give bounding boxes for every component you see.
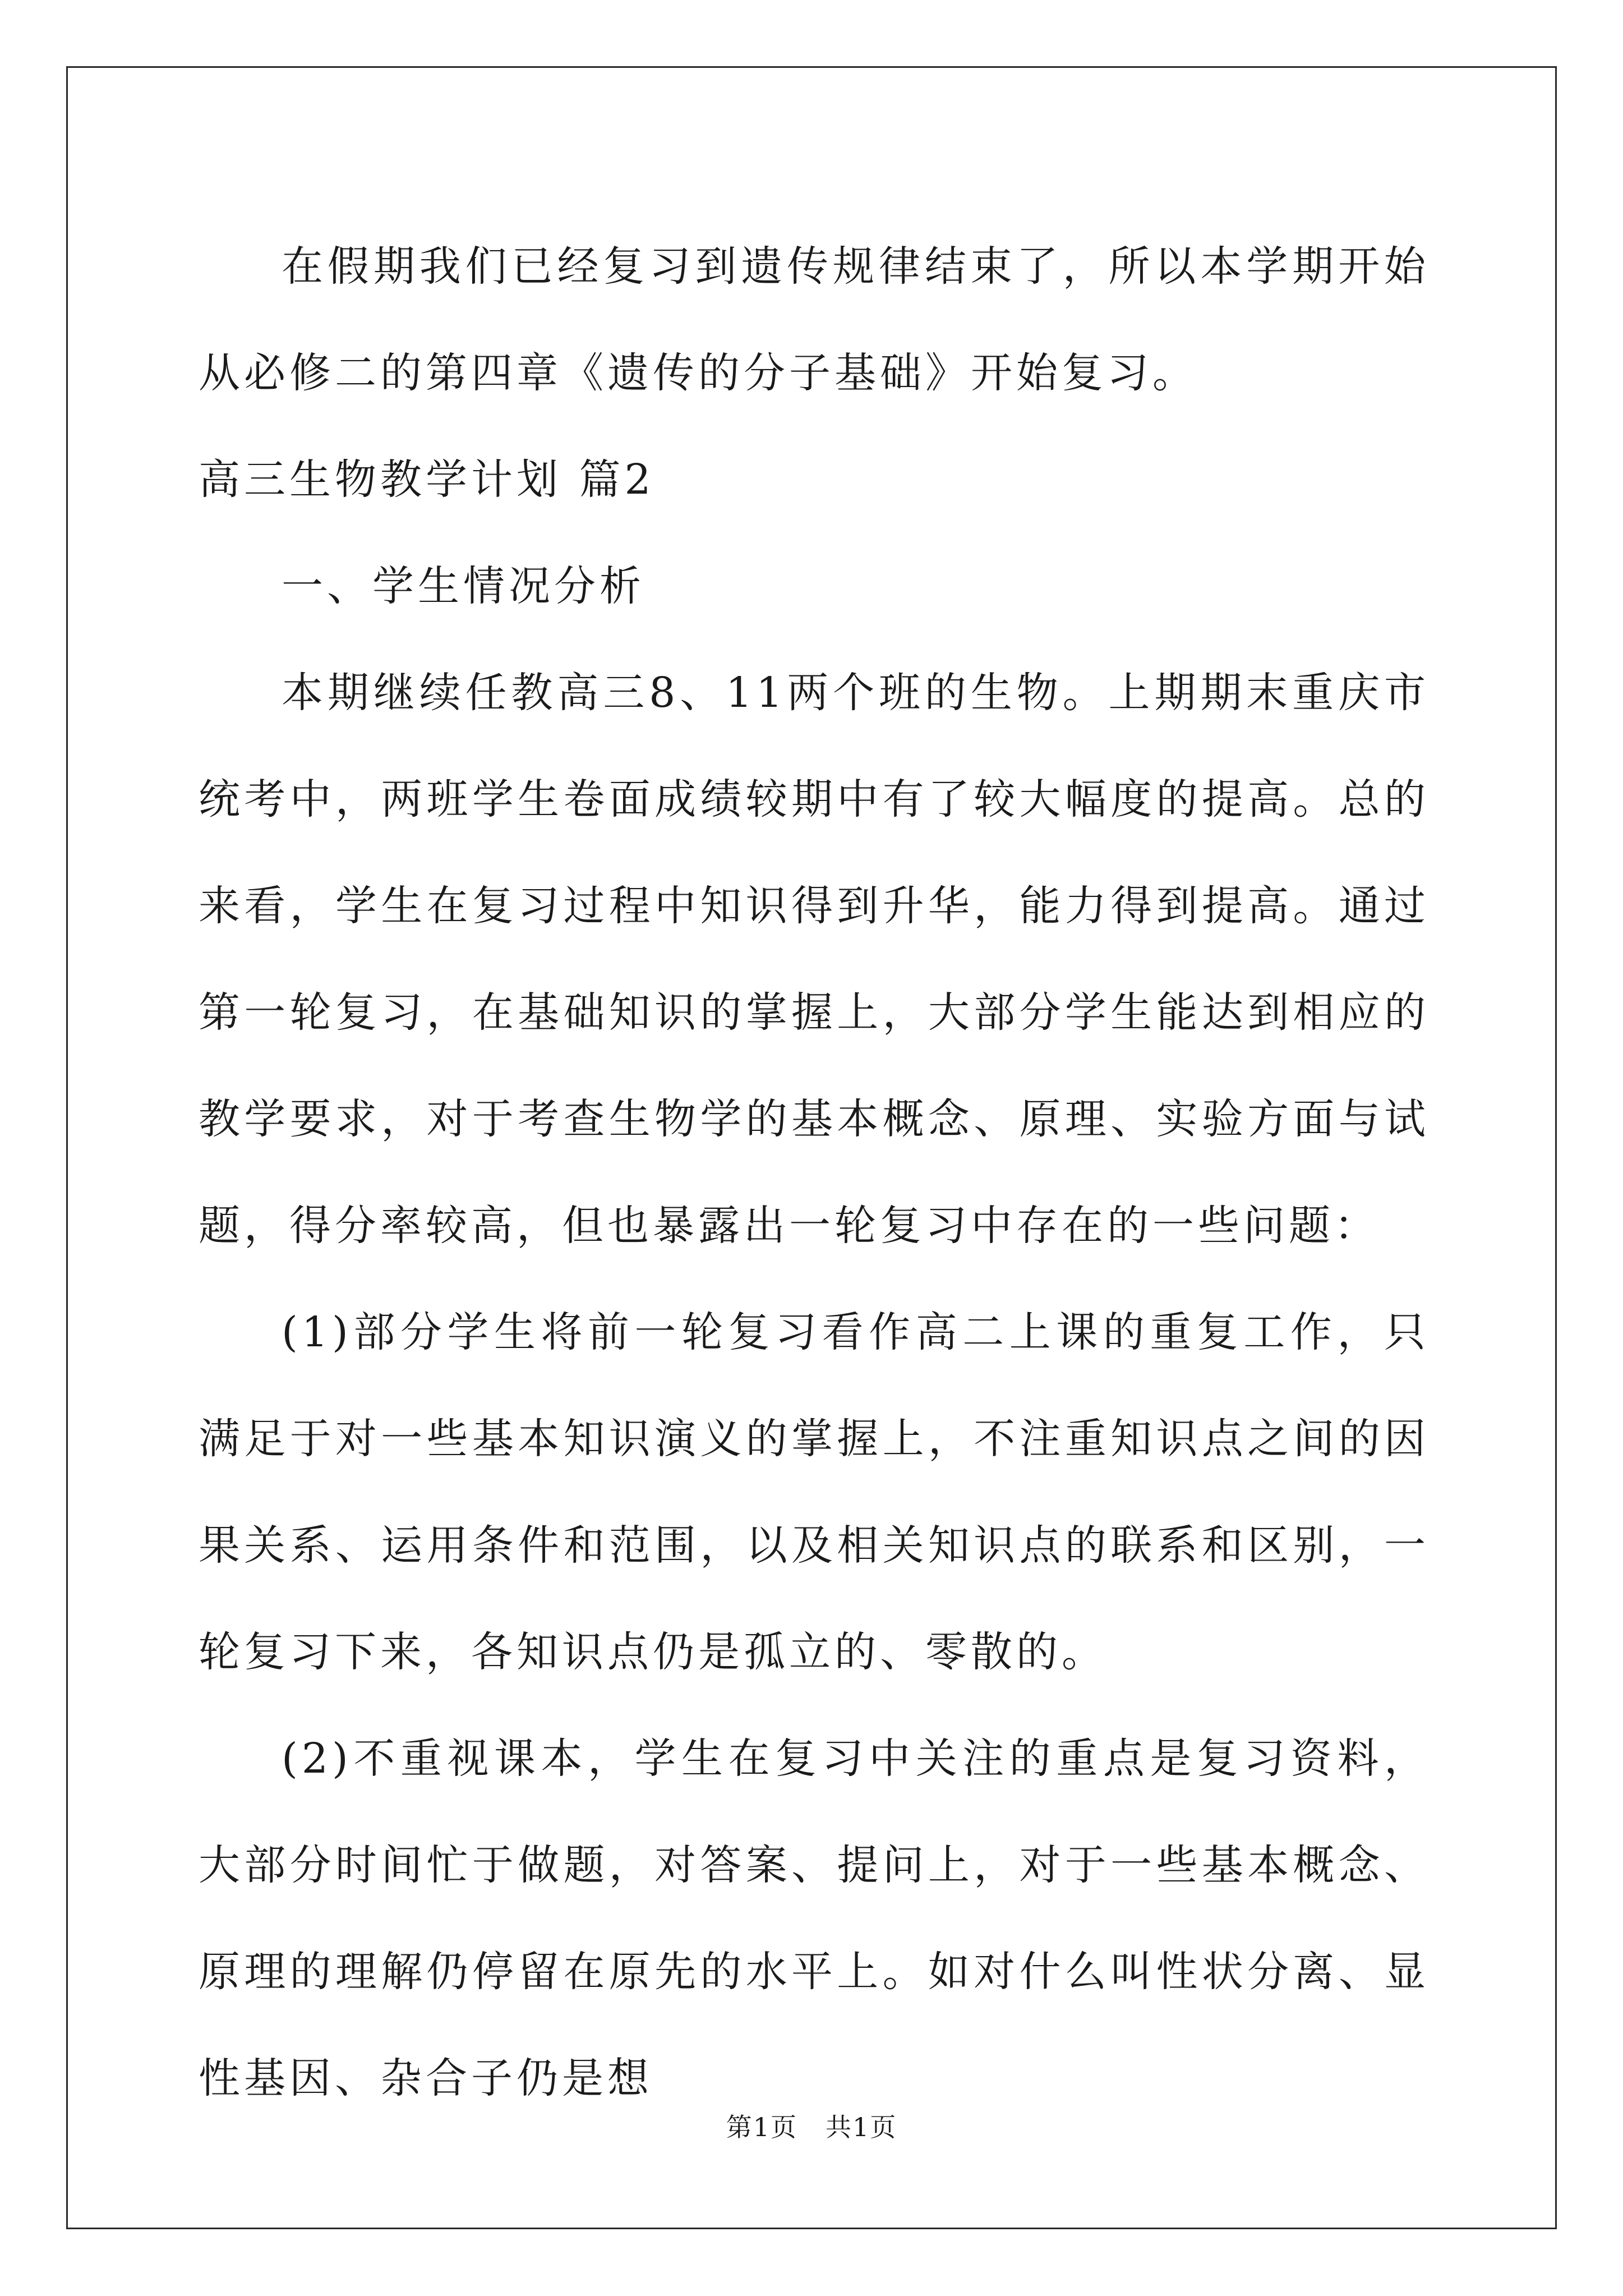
paragraph-issue-2: (2)不重视课本，学生在复习中关注的重点是复习资料，大部分时间忙于做题，对答案、提问上，对于一些基本概念、原理的理解仍停留在原先的水平上。如对什么叫性状分离、显性基因、杂合子仍是想 bbox=[199, 1734, 1430, 2102]
paragraph-analysis: 本期继续任教高三8、11两个班的生物。上期期末重庆市统考中，两班学生卷面成绩较期中有了较大幅度的提高。总的来看，学生在复习过程中知识得到升华，能力得到提高。通过第一轮复习，在基础知识的掌握上，大部分学生能达到相应的教学要求，对于考查生物学的基本概念、原理、实验方面与试题，得分率较高，但也暴露出一轮复习中存在的一些问题： bbox=[199, 669, 1430, 1250]
paragraph-issue-1: (1)部分学生将前一轮复习看作高二上课的重复工作，只满足于对一些基本知识演义的掌握上，不注重知识点之间的因果关系、运用条件和范围，以及相关知识点的联系和区别，一轮复习下来，各知识点仍是孤立的、零散的。 bbox=[199, 1308, 1430, 1676]
document-body bbox=[199, 213, 1430, 2132]
page-total: 共1页 bbox=[826, 2112, 897, 2142]
page-footer bbox=[0, 2110, 1623, 2144]
page-number: 第1页 bbox=[726, 2112, 797, 2142]
paragraph-intro: 在假期我们已经复习到遗传规律结束了，所以本学期开始从必修二的第四章《遗传的分子基础》开始复习。 bbox=[199, 242, 1430, 397]
section-heading: 高三生物教学计划 篇2 bbox=[199, 455, 655, 504]
subsection-heading: 一、学生情况分析 bbox=[282, 562, 645, 610]
